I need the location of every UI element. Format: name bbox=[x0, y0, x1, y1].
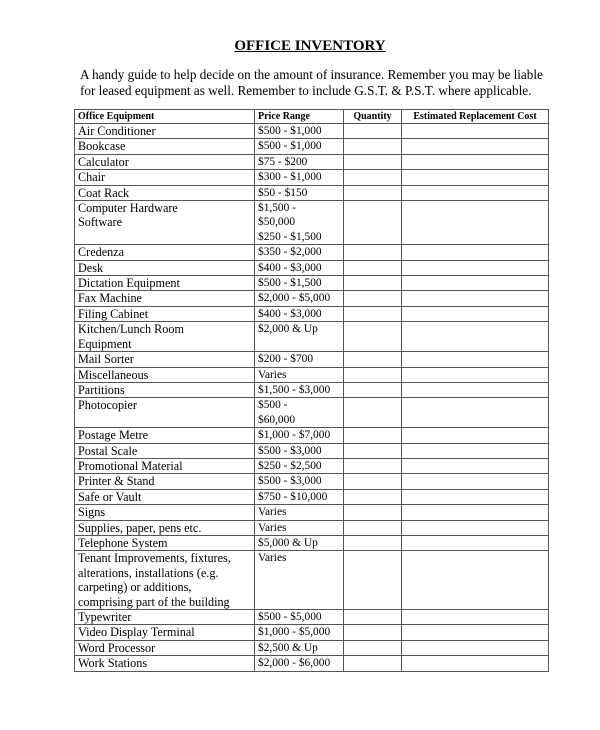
price-cell: $500 - $3,000 bbox=[255, 443, 344, 458]
price-cell: $50 - $150 bbox=[255, 185, 344, 200]
price-cell: $500 - $1,000 bbox=[255, 124, 344, 139]
price-cell: $1,500 - $50,000 $250 - $1,500 bbox=[255, 201, 344, 245]
item-cell: Dictation Equipment bbox=[75, 276, 255, 291]
replacement-cost-cell bbox=[402, 382, 549, 397]
replacement-cost-cell bbox=[402, 656, 549, 671]
item-cell: Desk bbox=[75, 260, 255, 275]
table-row bbox=[75, 170, 549, 185]
table-row bbox=[75, 322, 549, 352]
replacement-cost-cell bbox=[402, 185, 549, 200]
page-title: OFFICE INVENTORY bbox=[234, 38, 386, 54]
table-header-row bbox=[75, 110, 549, 124]
price-cell: $400 - $3,000 bbox=[255, 260, 344, 275]
quantity-cell bbox=[344, 291, 402, 306]
table-row bbox=[75, 428, 549, 443]
quantity-cell bbox=[344, 640, 402, 655]
quantity-cell bbox=[344, 322, 402, 352]
table-row bbox=[75, 291, 549, 306]
item-cell: Word Processor bbox=[75, 640, 255, 655]
table-row bbox=[75, 306, 549, 321]
quantity-cell bbox=[344, 474, 402, 489]
replacement-cost-cell bbox=[402, 505, 549, 520]
replacement-cost-cell bbox=[402, 352, 549, 367]
price-cell: $500 - $1,000 bbox=[255, 139, 344, 154]
price-cell: $500 - $1,500 bbox=[255, 276, 344, 291]
table-row bbox=[75, 245, 549, 260]
replacement-cost-cell bbox=[402, 551, 549, 610]
table-row bbox=[75, 489, 549, 504]
item-cell: Fax Machine bbox=[75, 291, 255, 306]
replacement-cost-cell bbox=[402, 520, 549, 535]
quantity-cell bbox=[344, 610, 402, 625]
price-cell: Varies bbox=[255, 520, 344, 535]
price-cell: $500 - $60,000 bbox=[255, 398, 344, 428]
replacement-cost-cell bbox=[402, 154, 549, 169]
quantity-cell bbox=[344, 458, 402, 473]
price-cell: $500 - $3,000 bbox=[255, 474, 344, 489]
table-row bbox=[75, 276, 549, 291]
price-cell: $250 - $2,500 bbox=[255, 458, 344, 473]
table-row bbox=[75, 185, 549, 200]
replacement-cost-cell bbox=[402, 276, 549, 291]
item-cell: Partitions bbox=[75, 382, 255, 397]
column-header-equipment: Office Equipment bbox=[75, 110, 255, 124]
table-row bbox=[75, 154, 549, 169]
quantity-cell bbox=[344, 625, 402, 640]
replacement-cost-cell bbox=[402, 170, 549, 185]
price-cell: $500 - $5,000 bbox=[255, 610, 344, 625]
column-header-replacement-cost: Estimated Replacement Cost bbox=[402, 110, 549, 124]
quantity-cell bbox=[344, 139, 402, 154]
quantity-cell bbox=[344, 535, 402, 550]
price-cell: $400 - $3,000 bbox=[255, 306, 344, 321]
item-cell: Postal Scale bbox=[75, 443, 255, 458]
price-cell: $2,000 - $6,000 bbox=[255, 656, 344, 671]
table-row bbox=[75, 551, 549, 610]
quantity-cell bbox=[344, 154, 402, 169]
replacement-cost-cell bbox=[402, 291, 549, 306]
quantity-cell bbox=[344, 170, 402, 185]
item-cell: Supplies, paper, pens etc. bbox=[75, 520, 255, 535]
table-row bbox=[75, 201, 549, 245]
table-row bbox=[75, 505, 549, 520]
price-cell: $1,500 - $3,000 bbox=[255, 382, 344, 397]
quantity-cell bbox=[344, 428, 402, 443]
table-row bbox=[75, 520, 549, 535]
item-cell: Typewriter bbox=[75, 610, 255, 625]
table-row bbox=[75, 352, 549, 367]
item-cell: Safe or Vault bbox=[75, 489, 255, 504]
intro-paragraph: A handy guide to help decide on the amount of insurance. Remember you may be liable for leased equipment as well. Remember to include G.S.T. & P.S.T. where applicable. bbox=[80, 67, 543, 98]
item-cell: Computer Hardware Software bbox=[75, 201, 255, 245]
quantity-cell bbox=[344, 201, 402, 245]
table-row bbox=[75, 139, 549, 154]
table-row bbox=[75, 458, 549, 473]
item-cell: Kitchen/Lunch Room Equipment bbox=[75, 322, 255, 352]
replacement-cost-cell bbox=[402, 245, 549, 260]
table-row bbox=[75, 260, 549, 275]
replacement-cost-cell bbox=[402, 306, 549, 321]
quantity-cell bbox=[344, 260, 402, 275]
table-row bbox=[75, 382, 549, 397]
item-cell: Video Display Terminal bbox=[75, 625, 255, 640]
price-cell: $350 - $2,000 bbox=[255, 245, 344, 260]
item-cell: Work Stations bbox=[75, 656, 255, 671]
replacement-cost-cell bbox=[402, 489, 549, 504]
quantity-cell bbox=[344, 185, 402, 200]
replacement-cost-cell bbox=[402, 124, 549, 139]
table-row bbox=[75, 124, 549, 139]
quantity-cell bbox=[344, 306, 402, 321]
quantity-cell bbox=[344, 520, 402, 535]
quantity-cell bbox=[344, 367, 402, 382]
table-row bbox=[75, 398, 549, 428]
quantity-cell bbox=[344, 656, 402, 671]
table-row bbox=[75, 625, 549, 640]
replacement-cost-cell bbox=[402, 322, 549, 352]
table-row bbox=[75, 640, 549, 655]
column-header-quantity: Quantity bbox=[344, 110, 402, 124]
replacement-cost-cell bbox=[402, 428, 549, 443]
replacement-cost-cell bbox=[402, 474, 549, 489]
item-cell: Bookcase bbox=[75, 139, 255, 154]
column-header-price-range: Price Range bbox=[255, 110, 344, 124]
item-cell: Promotional Material bbox=[75, 458, 255, 473]
replacement-cost-cell bbox=[402, 367, 549, 382]
price-cell: Varies bbox=[255, 551, 344, 610]
replacement-cost-cell bbox=[402, 260, 549, 275]
price-cell: Varies bbox=[255, 505, 344, 520]
quantity-cell bbox=[344, 382, 402, 397]
price-cell: $2,000 & Up bbox=[255, 322, 344, 352]
replacement-cost-cell bbox=[402, 610, 549, 625]
replacement-cost-cell bbox=[402, 535, 549, 550]
quantity-cell bbox=[344, 398, 402, 428]
price-cell: $75 - $200 bbox=[255, 154, 344, 169]
quantity-cell bbox=[344, 276, 402, 291]
table-row bbox=[75, 610, 549, 625]
price-cell: $300 - $1,000 bbox=[255, 170, 344, 185]
replacement-cost-cell bbox=[402, 443, 549, 458]
quantity-cell bbox=[344, 505, 402, 520]
price-cell: $2,500 & Up bbox=[255, 640, 344, 655]
table-row bbox=[75, 443, 549, 458]
price-cell: Varies bbox=[255, 367, 344, 382]
price-cell: $5,000 & Up bbox=[255, 535, 344, 550]
replacement-cost-cell bbox=[402, 625, 549, 640]
quantity-cell bbox=[344, 124, 402, 139]
item-cell: Credenza bbox=[75, 245, 255, 260]
price-cell: $750 - $10,000 bbox=[255, 489, 344, 504]
replacement-cost-cell bbox=[402, 139, 549, 154]
quantity-cell bbox=[344, 489, 402, 504]
price-cell: $200 - $700 bbox=[255, 352, 344, 367]
replacement-cost-cell bbox=[402, 201, 549, 245]
item-cell: Telephone System bbox=[75, 535, 255, 550]
item-cell: Postage Metre bbox=[75, 428, 255, 443]
quantity-cell bbox=[344, 352, 402, 367]
item-cell: Mail Sorter bbox=[75, 352, 255, 367]
table-row bbox=[75, 474, 549, 489]
item-cell: Chair bbox=[75, 170, 255, 185]
item-cell: Filing Cabinet bbox=[75, 306, 255, 321]
item-cell: Photocopier bbox=[75, 398, 255, 428]
table-row bbox=[75, 656, 549, 671]
price-cell: $1,000 - $7,000 bbox=[255, 428, 344, 443]
item-cell: Coat Rack bbox=[75, 185, 255, 200]
item-cell: Calculator bbox=[75, 154, 255, 169]
table-row bbox=[75, 367, 549, 382]
inventory-table bbox=[74, 109, 549, 672]
quantity-cell bbox=[344, 551, 402, 610]
quantity-cell bbox=[344, 443, 402, 458]
replacement-cost-cell bbox=[402, 640, 549, 655]
price-cell: $1,000 - $5,000 bbox=[255, 625, 344, 640]
item-cell: Tenant Improvements, fixtures, alterations, installations (e.g. carpeting) or additions, comprising part of the building bbox=[75, 551, 255, 610]
table-row bbox=[75, 535, 549, 550]
replacement-cost-cell bbox=[402, 398, 549, 428]
item-cell: Air Conditioner bbox=[75, 124, 255, 139]
table-body bbox=[75, 124, 549, 672]
quantity-cell bbox=[344, 245, 402, 260]
price-cell: $2,000 - $5,000 bbox=[255, 291, 344, 306]
replacement-cost-cell bbox=[402, 458, 549, 473]
item-cell: Signs bbox=[75, 505, 255, 520]
item-cell: Printer & Stand bbox=[75, 474, 255, 489]
item-cell: Miscellaneous bbox=[75, 367, 255, 382]
